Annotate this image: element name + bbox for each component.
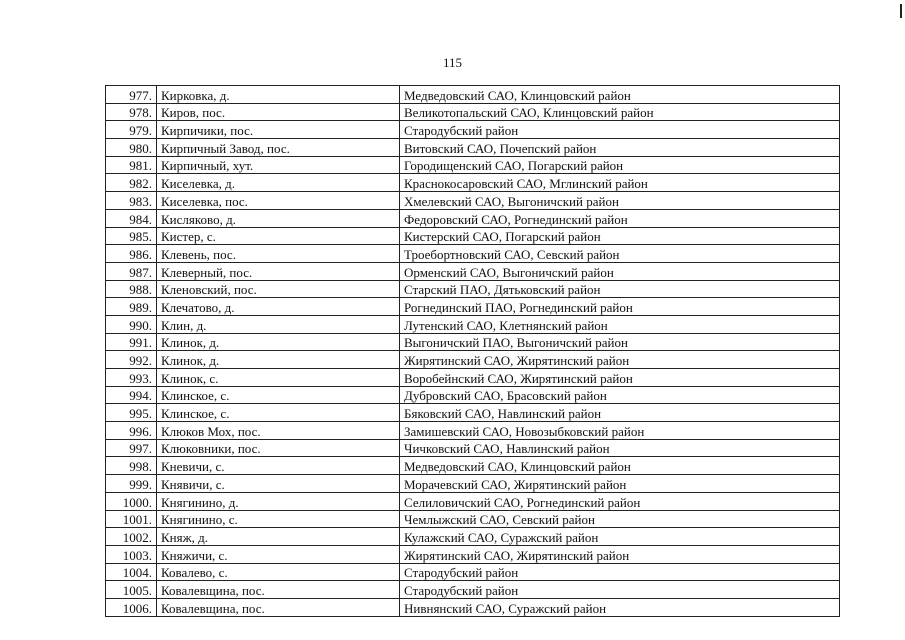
row-number: 994. — [106, 386, 157, 404]
settlement-name: Киселевка, д. — [157, 174, 400, 192]
table-row — [106, 422, 840, 440]
district-name: Чемлыжский САО, Севский район — [400, 510, 840, 528]
row-number: 995. — [106, 404, 157, 422]
settlement-name: Клечатово, д. — [157, 298, 400, 316]
row-number: 992. — [106, 351, 157, 369]
district-name: Жирятинский САО, Жирятинский район — [400, 545, 840, 563]
table-row — [106, 298, 840, 316]
row-number: 981. — [106, 156, 157, 174]
settlement-name: Клевень, пос. — [157, 245, 400, 263]
row-number: 983. — [106, 192, 157, 210]
district-name: Хмелевский САО, Выгоничский район — [400, 192, 840, 210]
row-number: 1003. — [106, 545, 157, 563]
settlement-name: Клюковники, пос. — [157, 439, 400, 457]
district-name: Рогнединский ПАО, Рогнединский район — [400, 298, 840, 316]
settlement-name: Кисляково, д. — [157, 209, 400, 227]
settlement-name: Клинское, с. — [157, 386, 400, 404]
settlement-name: Ковалевщина, пос. — [157, 581, 400, 599]
district-name: Федоровский САО, Рогнединский район — [400, 209, 840, 227]
district-name: Городищенский САО, Погарский район — [400, 156, 840, 174]
table-row — [106, 86, 840, 104]
district-name: Стародубский район — [400, 563, 840, 581]
table-row — [106, 545, 840, 563]
table-row — [106, 386, 840, 404]
district-name: Нивнянский САО, Суражский район — [400, 598, 840, 616]
row-number: 999. — [106, 475, 157, 493]
table-row — [106, 333, 840, 351]
settlement-name: Клинское, с. — [157, 404, 400, 422]
table-row — [106, 192, 840, 210]
settlement-name: Клинок, д. — [157, 351, 400, 369]
settlement-name: Клеверный, пос. — [157, 262, 400, 280]
district-name: Чичковский САО, Навлинский район — [400, 439, 840, 457]
district-name: Стародубский район — [400, 121, 840, 139]
district-name: Троебортновский САО, Севский район — [400, 245, 840, 263]
settlement-name: Кирпичики, пос. — [157, 121, 400, 139]
row-number: 993. — [106, 369, 157, 387]
table-row — [106, 209, 840, 227]
table-row — [106, 121, 840, 139]
settlement-name: Кирковка, д. — [157, 86, 400, 104]
row-number: 996. — [106, 422, 157, 440]
settlement-name: Княвичи, с. — [157, 475, 400, 493]
row-number: 997. — [106, 439, 157, 457]
settlement-name: Кирпичный Завод, пос. — [157, 139, 400, 157]
district-name: Лутенский САО, Клетнянский район — [400, 315, 840, 333]
district-name: Старский ПАО, Дятьковский район — [400, 280, 840, 298]
row-number: 984. — [106, 209, 157, 227]
page-edge-mark — [900, 4, 902, 18]
row-number: 1001. — [106, 510, 157, 528]
district-name: Дубровский САО, Брасовский район — [400, 386, 840, 404]
row-number: 980. — [106, 139, 157, 157]
table-row — [106, 492, 840, 510]
row-number: 988. — [106, 280, 157, 298]
row-number: 985. — [106, 227, 157, 245]
district-name: Медведовский САО, Клинцовский район — [400, 86, 840, 104]
settlement-name: Клин, д. — [157, 315, 400, 333]
row-number: 998. — [106, 457, 157, 475]
district-name: Кистерский САО, Погарский район — [400, 227, 840, 245]
table-row — [106, 156, 840, 174]
district-name: Краснокосаровский САО, Мглинский район — [400, 174, 840, 192]
row-number: 989. — [106, 298, 157, 316]
page-number: 115 — [442, 55, 463, 70]
table-row — [106, 351, 840, 369]
row-number: 982. — [106, 174, 157, 192]
row-number: 1002. — [106, 528, 157, 546]
settlement-name: Ковалевщина, пос. — [157, 598, 400, 616]
table-row — [106, 457, 840, 475]
row-number: 979. — [106, 121, 157, 139]
district-name: Орменский САО, Выгоничский район — [400, 262, 840, 280]
table-row — [106, 369, 840, 387]
table-row — [106, 581, 840, 599]
row-number: 991. — [106, 333, 157, 351]
row-number: 977. — [106, 86, 157, 104]
district-name: Бяковский САО, Навлинский район — [400, 404, 840, 422]
district-name: Витовский САО, Почепский район — [400, 139, 840, 157]
table-row — [106, 404, 840, 422]
district-name: Великотопальский САО, Клинцовский район — [400, 103, 840, 121]
row-number: 1005. — [106, 581, 157, 599]
table-row — [106, 262, 840, 280]
settlement-name: Княгинино, с. — [157, 510, 400, 528]
district-name: Медведовский САО, Клинцовский район — [400, 457, 840, 475]
district-name: Выгоничский ПАО, Выгоничский район — [400, 333, 840, 351]
settlement-name: Кирпичный, хут. — [157, 156, 400, 174]
district-name: Замишевский САО, Новозыбковский район — [400, 422, 840, 440]
settlement-name: Клюков Мох, пос. — [157, 422, 400, 440]
table-row — [106, 563, 840, 581]
row-number: 1004. — [106, 563, 157, 581]
district-name: Воробейнский САО, Жирятинский район — [400, 369, 840, 387]
table-row — [106, 227, 840, 245]
district-name: Кулажский САО, Суражский район — [400, 528, 840, 546]
table-row — [106, 510, 840, 528]
table-row — [106, 475, 840, 493]
settlement-name: Кневичи, с. — [157, 457, 400, 475]
row-number: 1000. — [106, 492, 157, 510]
table-row — [106, 598, 840, 616]
table-body — [106, 86, 840, 617]
district-name: Стародубский район — [400, 581, 840, 599]
settlement-name: Клинок, с. — [157, 369, 400, 387]
row-number: 978. — [106, 103, 157, 121]
row-number: 987. — [106, 262, 157, 280]
table-row — [106, 174, 840, 192]
settlement-name: Кистер, с. — [157, 227, 400, 245]
table-row — [106, 315, 840, 333]
table-row — [106, 280, 840, 298]
table-row — [106, 439, 840, 457]
settlement-name: Клинок, д. — [157, 333, 400, 351]
row-number: 1006. — [106, 598, 157, 616]
table-row — [106, 528, 840, 546]
settlement-name: Кленовский, пос. — [157, 280, 400, 298]
table-row — [106, 103, 840, 121]
settlements-table — [105, 85, 840, 617]
settlement-name: Княжичи, с. — [157, 545, 400, 563]
settlement-name: Княж, д. — [157, 528, 400, 546]
settlement-name: Киселевка, пос. — [157, 192, 400, 210]
settlement-name: Княгинино, д. — [157, 492, 400, 510]
row-number: 986. — [106, 245, 157, 263]
row-number: 990. — [106, 315, 157, 333]
settlement-name: Киров, пос. — [157, 103, 400, 121]
district-name: Жирятинский САО, Жирятинский район — [400, 351, 840, 369]
settlement-name: Ковалево, с. — [157, 563, 400, 581]
district-name: Селиловичский САО, Рогнединский район — [400, 492, 840, 510]
table-row — [106, 245, 840, 263]
table-row — [106, 139, 840, 157]
district-name: Морачевский САО, Жирятинский район — [400, 475, 840, 493]
